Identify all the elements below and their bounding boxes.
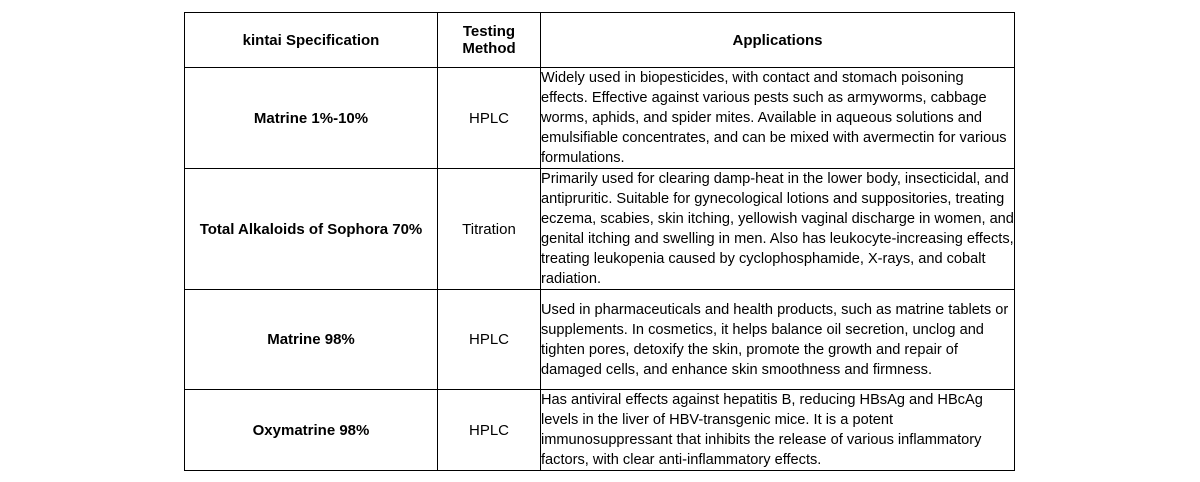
table-row	[185, 390, 1015, 471]
applications-cell: Has antiviral effects against hepatitis B, reducing HBsAg and HBcAg levels in the liver of HBV-transgenic mice. It is a potent immunosuppressant that inhibits the release of various inflammatory factors, with clear anti-inflammatory effects.	[541, 390, 1015, 471]
testing-method-cell: HPLC	[438, 390, 541, 471]
specification-cell: Matrine 98%	[185, 290, 438, 390]
testing-method-cell: Titration	[438, 169, 541, 290]
header-specification: kintai Specification	[185, 13, 438, 68]
specification-table	[184, 12, 1015, 471]
specification-cell: Oxymatrine 98%	[185, 390, 438, 471]
applications-cell: Primarily used for clearing damp-heat in the lower body, insecticidal, and antipruritic. Suitable for gynecological lotions and suppositories, treating eczema, scabies, skin itching, yellowish vaginal discharge in women, and genital itching and swelling in men. Also has leukocyte-increasing effects, treating leukopenia caused by cyclophosphamide, X-rays, and cobalt radiation.	[541, 169, 1015, 290]
testing-method-cell: HPLC	[438, 290, 541, 390]
table-header-row	[185, 13, 1015, 68]
applications-cell: Widely used in biopesticides, with contact and stomach poisoning effects. Effective against various pests such as armyworms, cabbage worms, aphids, and spider mites. Available in aqueous solutions and emulsifiable concentrates, and can be mixed with avermectin for various formulations.	[541, 68, 1015, 169]
specification-cell: Matrine 1%-10%	[185, 68, 438, 169]
specification-cell: Total Alkaloids of Sophora 70%	[185, 169, 438, 290]
header-applications: Applications	[541, 13, 1015, 68]
testing-method-cell: HPLC	[438, 68, 541, 169]
header-testing-method: Testing Method	[438, 13, 541, 68]
table-row	[185, 68, 1015, 169]
applications-cell: Used in pharmaceuticals and health products, such as matrine tablets or supplements. In cosmetics, it helps balance oil secretion, unclog and tighten pores, detoxify the skin, promote the growth and repair of damaged cells, and enhance skin smoothness and firmness.	[541, 290, 1015, 390]
table-row	[185, 169, 1015, 290]
table-row	[185, 290, 1015, 390]
